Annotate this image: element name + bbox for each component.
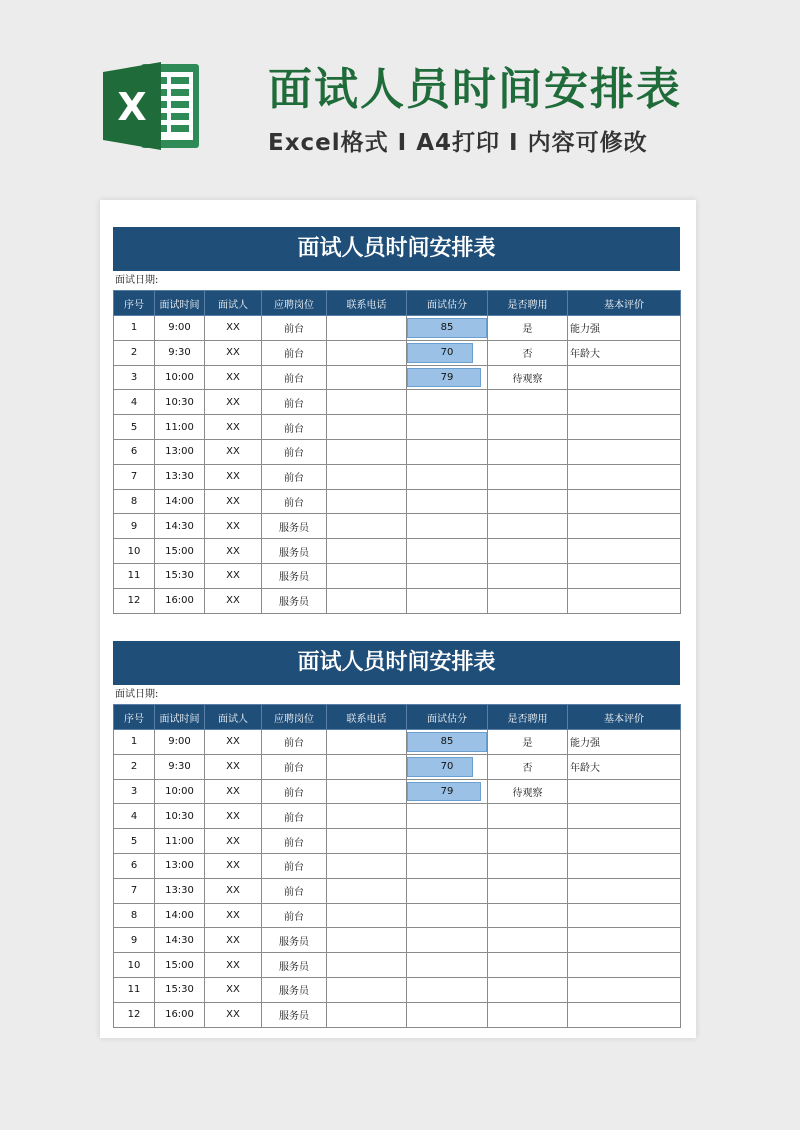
column-header-evaluation: 基本评价 [568, 705, 681, 730]
sheet-title: 面试人员时间安排表 [113, 641, 680, 685]
table-row [114, 489, 681, 514]
cell-row-number[interactable]: 2 [114, 754, 155, 779]
cell-position[interactable]: 前台 [262, 340, 327, 365]
cell-score[interactable] [407, 853, 488, 878]
cell-evaluation[interactable] [568, 439, 681, 464]
cell-interviewer[interactable]: XX [205, 779, 262, 804]
cell-interviewer[interactable]: XX [205, 514, 262, 539]
cell-hire-status[interactable] [488, 1002, 568, 1027]
cell-score[interactable] [407, 539, 488, 564]
cell-position[interactable]: 服务员 [262, 977, 327, 1002]
cell-phone[interactable] [327, 804, 407, 829]
cell-row-number[interactable]: 8 [114, 903, 155, 928]
cell-interview-time[interactable]: 13:00 [155, 439, 205, 464]
cell-position[interactable]: 前台 [262, 489, 327, 514]
cell-score[interactable] [407, 928, 488, 953]
cell-evaluation[interactable]: 能力强 [568, 316, 681, 341]
cell-hire-status[interactable] [488, 903, 568, 928]
cell-score[interactable] [407, 903, 488, 928]
score-value: 79 [440, 785, 454, 797]
cell-evaluation[interactable]: 能力强 [568, 730, 681, 755]
column-header-row-number: 序号 [114, 291, 155, 316]
cell-position[interactable]: 前台 [262, 878, 327, 903]
cell-evaluation[interactable] [568, 563, 681, 588]
cell-position[interactable]: 前台 [262, 390, 327, 415]
cell-score[interactable] [407, 439, 488, 464]
cell-interviewer[interactable]: XX [205, 829, 262, 854]
cell-position[interactable]: 前台 [262, 415, 327, 440]
cell-score[interactable] [407, 464, 488, 489]
table-row [114, 539, 681, 564]
cell-interviewer[interactable]: XX [205, 539, 262, 564]
interview-date-label: 面试日期: [115, 275, 159, 286]
cell-score[interactable] [407, 953, 488, 978]
cell-evaluation[interactable] [568, 514, 681, 539]
cell-row-number[interactable]: 10 [114, 539, 155, 564]
cell-interview-time[interactable]: 14:00 [155, 903, 205, 928]
page-title: 面试人员时间安排表 [268, 64, 682, 115]
cell-interview-time[interactable]: 15:30 [155, 563, 205, 588]
cell-interview-time[interactable]: 9:30 [155, 340, 205, 365]
cell-interview-time[interactable]: 11:00 [155, 415, 205, 440]
score-value: 79 [440, 371, 454, 383]
cell-position[interactable]: 前台 [262, 439, 327, 464]
cell-evaluation[interactable] [568, 588, 681, 613]
cell-score[interactable] [407, 390, 488, 415]
cell-row-number[interactable]: 1 [114, 730, 155, 755]
cell-position[interactable]: 前台 [262, 853, 327, 878]
cell-row-number[interactable]: 6 [114, 439, 155, 464]
table-row [114, 829, 681, 854]
table-row [114, 878, 681, 903]
cell-position[interactable]: 服务员 [262, 588, 327, 613]
cell-evaluation[interactable]: 年龄大 [568, 340, 681, 365]
score-value: 70 [440, 347, 454, 359]
header [0, 0, 800, 200]
cell-phone[interactable] [327, 754, 407, 779]
cell-interview-time[interactable]: 14:30 [155, 514, 205, 539]
table-row [114, 588, 681, 613]
interview-date-label: 面试日期: [115, 689, 159, 700]
cell-evaluation[interactable] [568, 365, 681, 390]
cell-score[interactable] [407, 316, 488, 341]
cell-row-number[interactable]: 3 [114, 365, 155, 390]
cell-phone[interactable] [327, 539, 407, 564]
cell-interview-time[interactable]: 11:00 [155, 829, 205, 854]
cell-row-number[interactable]: 5 [114, 829, 155, 854]
cell-hire-status[interactable]: 是 [488, 730, 568, 755]
cell-interview-time[interactable]: 16:00 [155, 588, 205, 613]
cell-phone[interactable] [327, 853, 407, 878]
cell-interview-time[interactable]: 13:00 [155, 853, 205, 878]
cell-position[interactable]: 前台 [262, 779, 327, 804]
cell-row-number[interactable]: 11 [114, 977, 155, 1002]
cell-interview-time[interactable]: 15:00 [155, 539, 205, 564]
cell-evaluation[interactable] [568, 415, 681, 440]
cell-position[interactable]: 前台 [262, 804, 327, 829]
cell-interviewer[interactable]: XX [205, 853, 262, 878]
sheet-2 [113, 641, 680, 1028]
cell-interviewer[interactable]: XX [205, 730, 262, 755]
cell-hire-status[interactable] [488, 415, 568, 440]
cell-row-number[interactable]: 12 [114, 588, 155, 613]
table-row [114, 779, 681, 804]
schedule-table [113, 290, 681, 614]
cell-hire-status[interactable] [488, 953, 568, 978]
column-header-phone: 联系电话 [327, 705, 407, 730]
cell-row-number[interactable]: 11 [114, 563, 155, 588]
table-row [114, 365, 681, 390]
column-header-hire-status: 是否聘用 [488, 705, 568, 730]
cell-hire-status[interactable] [488, 489, 568, 514]
cell-phone[interactable] [327, 390, 407, 415]
cell-evaluation[interactable] [568, 853, 681, 878]
cell-score[interactable] [407, 977, 488, 1002]
cell-interview-time[interactable]: 13:30 [155, 464, 205, 489]
cell-evaluation[interactable] [568, 829, 681, 854]
cell-row-number[interactable]: 7 [114, 878, 155, 903]
table-row [114, 853, 681, 878]
table-row [114, 316, 681, 341]
cell-phone[interactable] [327, 563, 407, 588]
column-header-phone: 联系电话 [327, 291, 407, 316]
column-header-position: 应聘岗位 [262, 705, 327, 730]
cell-position[interactable]: 前台 [262, 903, 327, 928]
cell-hire-status[interactable] [488, 588, 568, 613]
cell-score[interactable] [407, 779, 488, 804]
cell-interviewer[interactable]: XX [205, 563, 262, 588]
cell-phone[interactable] [327, 878, 407, 903]
cell-interviewer[interactable]: XX [205, 390, 262, 415]
excel-logo-icon [103, 58, 203, 154]
cell-hire-status[interactable]: 否 [488, 340, 568, 365]
column-header-interviewer: 面试人 [205, 291, 262, 316]
cell-row-number[interactable]: 9 [114, 514, 155, 539]
cell-score[interactable] [407, 829, 488, 854]
cell-row-number[interactable]: 12 [114, 1002, 155, 1027]
cell-hire-status[interactable] [488, 514, 568, 539]
table-row [114, 1002, 681, 1027]
cell-interview-time[interactable]: 10:00 [155, 779, 205, 804]
cell-interviewer[interactable]: XX [205, 804, 262, 829]
logo-letter: X [117, 85, 147, 129]
cell-interview-time[interactable]: 15:30 [155, 977, 205, 1002]
cell-interviewer[interactable]: XX [205, 953, 262, 978]
cell-hire-status[interactable] [488, 390, 568, 415]
cell-interviewer[interactable]: XX [205, 928, 262, 953]
cell-evaluation[interactable] [568, 1002, 681, 1027]
cell-evaluation[interactable] [568, 464, 681, 489]
cell-score[interactable] [407, 489, 488, 514]
column-header-row-number: 序号 [114, 705, 155, 730]
cell-phone[interactable] [327, 588, 407, 613]
score-bar [407, 343, 473, 363]
cell-position[interactable]: 服务员 [262, 514, 327, 539]
cell-position[interactable]: 前台 [262, 730, 327, 755]
cell-phone[interactable] [327, 829, 407, 854]
cell-interviewer[interactable]: XX [205, 588, 262, 613]
cell-position[interactable]: 服务员 [262, 953, 327, 978]
cell-hire-status[interactable] [488, 878, 568, 903]
cell-row-number[interactable]: 4 [114, 390, 155, 415]
cell-row-number[interactable]: 9 [114, 928, 155, 953]
column-header-interview-time: 面试时间 [155, 705, 205, 730]
cell-row-number[interactable]: 7 [114, 464, 155, 489]
cell-evaluation[interactable] [568, 953, 681, 978]
cell-row-number[interactable]: 2 [114, 340, 155, 365]
document-paper [100, 200, 696, 1038]
cell-row-number[interactable]: 3 [114, 779, 155, 804]
cell-phone[interactable] [327, 316, 407, 341]
table-row [114, 730, 681, 755]
cell-interviewer[interactable]: XX [205, 754, 262, 779]
table-row [114, 464, 681, 489]
cell-position[interactable]: 前台 [262, 365, 327, 390]
cell-hire-status[interactable]: 待观察 [488, 779, 568, 804]
cell-phone[interactable] [327, 953, 407, 978]
cell-position[interactable]: 前台 [262, 316, 327, 341]
cell-score[interactable] [407, 563, 488, 588]
cell-score[interactable] [407, 415, 488, 440]
cell-interviewer[interactable]: XX [205, 439, 262, 464]
cell-interview-time[interactable]: 13:30 [155, 878, 205, 903]
cell-hire-status[interactable] [488, 829, 568, 854]
cell-hire-status[interactable]: 是 [488, 316, 568, 341]
cell-score[interactable] [407, 365, 488, 390]
table-row [114, 340, 681, 365]
cell-phone[interactable] [327, 977, 407, 1002]
cell-score[interactable] [407, 1002, 488, 1027]
cell-hire-status[interactable] [488, 563, 568, 588]
score-bar [407, 757, 473, 777]
cell-interviewer[interactable]: XX [205, 1002, 262, 1027]
cell-score[interactable] [407, 804, 488, 829]
cell-hire-status[interactable] [488, 439, 568, 464]
schedule-table [113, 704, 681, 1028]
cell-interview-time[interactable]: 14:00 [155, 489, 205, 514]
score-value: 85 [440, 736, 454, 748]
cell-hire-status[interactable] [488, 539, 568, 564]
cell-interview-time[interactable]: 9:30 [155, 754, 205, 779]
cell-position[interactable]: 服务员 [262, 563, 327, 588]
cell-position[interactable]: 服务员 [262, 539, 327, 564]
cell-phone[interactable] [327, 514, 407, 539]
table-header-row [114, 291, 681, 316]
cell-position[interactable]: 前台 [262, 829, 327, 854]
cell-hire-status[interactable]: 待观察 [488, 365, 568, 390]
cell-row-number[interactable]: 8 [114, 489, 155, 514]
cell-interview-time[interactable]: 10:30 [155, 390, 205, 415]
table-row [114, 953, 681, 978]
cell-interview-time[interactable]: 9:00 [155, 316, 205, 341]
cell-hire-status[interactable] [488, 464, 568, 489]
cell-score[interactable] [407, 878, 488, 903]
column-header-position: 应聘岗位 [262, 291, 327, 316]
cell-row-number[interactable]: 10 [114, 953, 155, 978]
cell-row-number[interactable]: 6 [114, 853, 155, 878]
table-row [114, 804, 681, 829]
sheet-1 [113, 227, 680, 614]
cell-interviewer[interactable]: XX [205, 489, 262, 514]
cell-interview-time[interactable]: 15:00 [155, 953, 205, 978]
cell-evaluation[interactable] [568, 928, 681, 953]
cell-interviewer[interactable]: XX [205, 878, 262, 903]
column-header-interview-time: 面试时间 [155, 291, 205, 316]
cell-row-number[interactable]: 4 [114, 804, 155, 829]
cell-phone[interactable] [327, 439, 407, 464]
column-header-score: 面试估分 [407, 705, 488, 730]
cell-phone[interactable] [327, 365, 407, 390]
cell-phone[interactable] [327, 340, 407, 365]
cell-evaluation[interactable] [568, 977, 681, 1002]
cell-interviewer[interactable]: XX [205, 365, 262, 390]
table-row [114, 514, 681, 539]
cell-evaluation[interactable] [568, 390, 681, 415]
cell-position[interactable]: 前台 [262, 754, 327, 779]
cell-score[interactable] [407, 340, 488, 365]
cell-hire-status[interactable] [488, 977, 568, 1002]
cell-evaluation[interactable] [568, 878, 681, 903]
page-subtitle: Excel格式 I A4打印 I 内容可修改 [268, 130, 648, 156]
cell-phone[interactable] [327, 1002, 407, 1027]
cell-hire-status[interactable] [488, 804, 568, 829]
table-row [114, 928, 681, 953]
cell-evaluation[interactable] [568, 903, 681, 928]
column-header-score: 面试估分 [407, 291, 488, 316]
cell-position[interactable]: 前台 [262, 464, 327, 489]
cell-row-number[interactable]: 1 [114, 316, 155, 341]
cell-evaluation[interactable]: 年龄大 [568, 754, 681, 779]
cell-interview-time[interactable]: 14:30 [155, 928, 205, 953]
cell-score[interactable] [407, 754, 488, 779]
cell-hire-status[interactable] [488, 853, 568, 878]
cell-score[interactable] [407, 514, 488, 539]
table-header-row [114, 705, 681, 730]
sheet-title: 面试人员时间安排表 [113, 227, 680, 271]
cell-position[interactable]: 服务员 [262, 1002, 327, 1027]
cell-score[interactable] [407, 588, 488, 613]
cell-position[interactable]: 服务员 [262, 928, 327, 953]
table-row [114, 415, 681, 440]
cell-interviewer[interactable]: XX [205, 464, 262, 489]
table-row [114, 439, 681, 464]
table-row [114, 903, 681, 928]
score-value: 85 [440, 322, 454, 334]
cell-interview-time[interactable]: 16:00 [155, 1002, 205, 1027]
cell-evaluation[interactable] [568, 804, 681, 829]
cell-evaluation[interactable] [568, 539, 681, 564]
table-row [114, 754, 681, 779]
cell-interviewer[interactable]: XX [205, 903, 262, 928]
score-value: 70 [440, 761, 454, 773]
cell-score[interactable] [407, 730, 488, 755]
cell-phone[interactable] [327, 928, 407, 953]
cell-interviewer[interactable]: XX [205, 977, 262, 1002]
cell-interview-time[interactable]: 10:30 [155, 804, 205, 829]
cell-hire-status[interactable] [488, 928, 568, 953]
column-header-interviewer: 面试人 [205, 705, 262, 730]
table-row [114, 977, 681, 1002]
cell-phone[interactable] [327, 489, 407, 514]
cell-phone[interactable] [327, 415, 407, 440]
column-header-hire-status: 是否聘用 [488, 291, 568, 316]
cell-phone[interactable] [327, 779, 407, 804]
table-row [114, 563, 681, 588]
cell-evaluation[interactable] [568, 489, 681, 514]
table-row [114, 390, 681, 415]
cell-evaluation[interactable] [568, 779, 681, 804]
cell-phone[interactable] [327, 464, 407, 489]
cell-interviewer[interactable]: XX [205, 316, 262, 341]
cell-interview-time[interactable]: 10:00 [155, 365, 205, 390]
cell-interview-time[interactable]: 9:00 [155, 730, 205, 755]
column-header-evaluation: 基本评价 [568, 291, 681, 316]
cell-phone[interactable] [327, 730, 407, 755]
cell-row-number[interactable]: 5 [114, 415, 155, 440]
cell-interviewer[interactable]: XX [205, 340, 262, 365]
cell-hire-status[interactable]: 否 [488, 754, 568, 779]
cell-phone[interactable] [327, 903, 407, 928]
cell-interviewer[interactable]: XX [205, 415, 262, 440]
